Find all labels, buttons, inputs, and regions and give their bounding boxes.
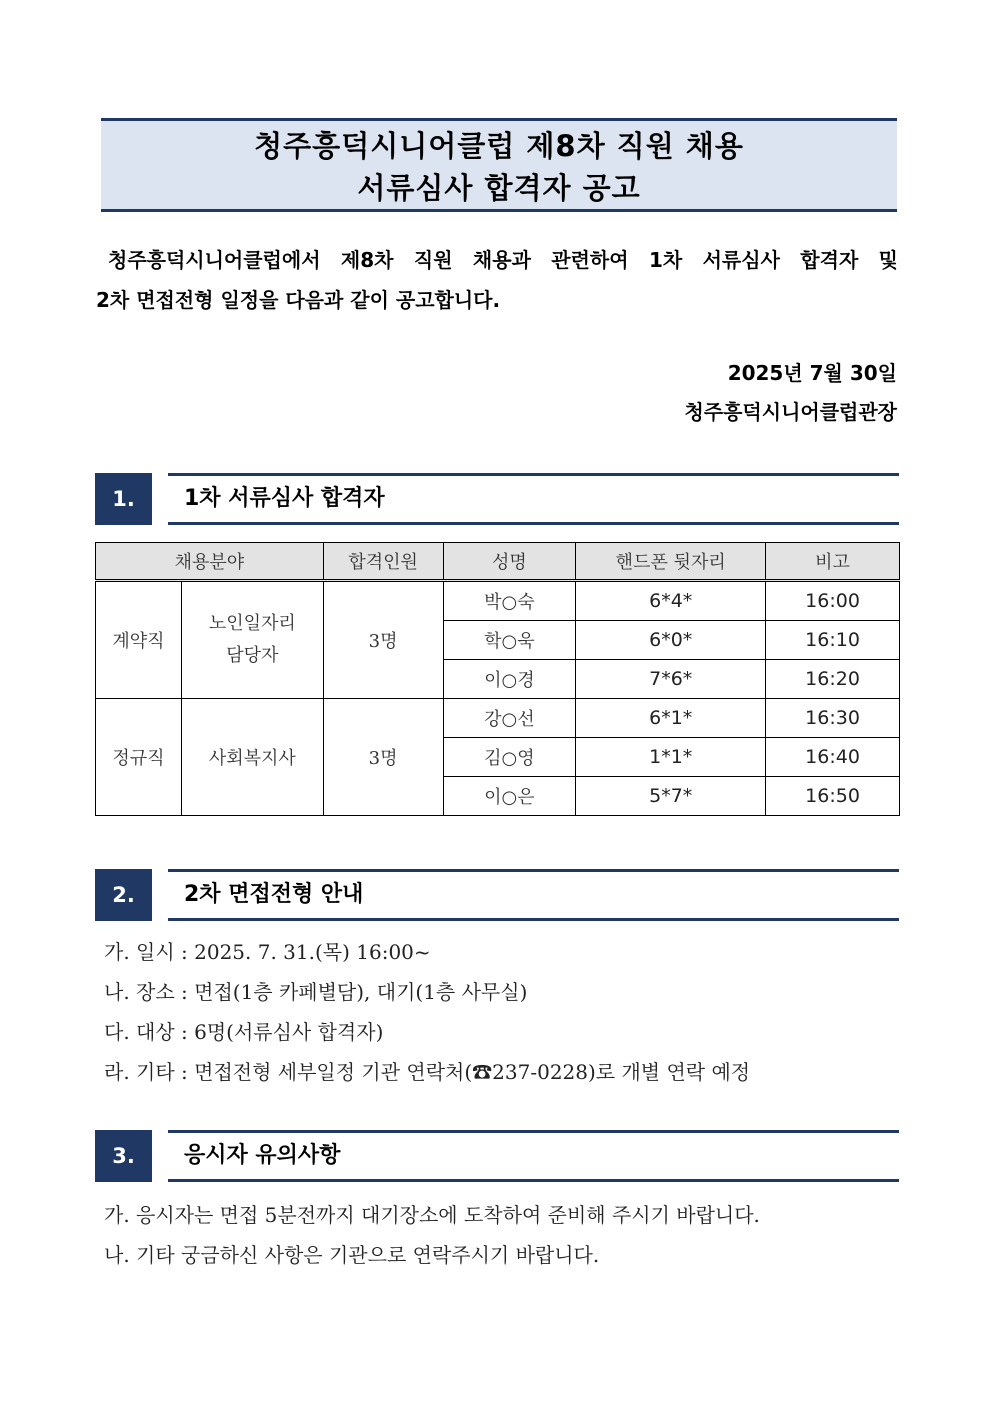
phone-digits: 6*0* bbox=[576, 621, 766, 660]
list-item: 가. 응시자는 면접 5분전까지 대기장소에 도착하여 준비해 주시기 바랍니다. bbox=[104, 1203, 760, 1227]
section-3-title: 응시자 유의사항 bbox=[184, 1143, 341, 1168]
section-1-number: 1. bbox=[95, 473, 152, 525]
title-banner bbox=[101, 118, 897, 212]
job-field-line2: 담당자 bbox=[226, 645, 279, 666]
section-3-number: 3. bbox=[95, 1130, 152, 1182]
interview-time: 16:20 bbox=[766, 660, 900, 699]
table-row bbox=[96, 699, 900, 738]
interview-time: 16:30 bbox=[766, 699, 900, 738]
intro-line2: 2차 면접전형 일정을 다음과 같이 공고합니다. bbox=[96, 288, 501, 312]
page-title-line1: 청주흥덕시니어클럽 제8차 직원 채용 bbox=[254, 129, 744, 163]
job-field-line1: 노인일자리 bbox=[208, 613, 296, 634]
header-count: 합격인원 bbox=[323, 543, 443, 581]
list-item: 다. 대상 : 6명(서류심사 합격자) bbox=[104, 1020, 384, 1044]
list-item: 라. 기타 : 면접전형 세부일정 기관 연락처(☎237-0228)로 개별 연락 예정 bbox=[104, 1060, 751, 1084]
candidate-name: 이○은 bbox=[443, 777, 576, 816]
employment-type: 계약직 bbox=[96, 581, 182, 699]
notice-list bbox=[104, 1195, 760, 1275]
job-field bbox=[181, 581, 323, 699]
job-field: 사회복지사 bbox=[181, 699, 323, 816]
interview-time: 16:10 bbox=[766, 621, 900, 660]
section-2-number: 2. bbox=[95, 869, 152, 921]
phone-digits: 5*7* bbox=[576, 777, 766, 816]
candidate-name: 학○욱 bbox=[443, 621, 576, 660]
interview-time: 16:40 bbox=[766, 738, 900, 777]
intro-paragraph bbox=[96, 240, 898, 320]
phone-digits: 1*1* bbox=[576, 738, 766, 777]
list-item: 가. 일시 : 2025. 7. 31.(목) 16:00~ bbox=[104, 940, 431, 964]
pass-count: 3명 bbox=[323, 699, 443, 816]
list-item: 나. 기타 궁금하신 사항은 기관으로 연락주시기 바랍니다. bbox=[104, 1243, 600, 1267]
header-name: 성명 bbox=[443, 543, 576, 581]
candidate-name: 강○선 bbox=[443, 699, 576, 738]
section-1-header bbox=[95, 473, 899, 525]
interview-info-list bbox=[104, 932, 750, 1092]
section-3-header bbox=[95, 1130, 899, 1182]
table-header-row bbox=[96, 543, 900, 581]
phone-digits: 7*6* bbox=[576, 660, 766, 699]
interview-time: 16:50 bbox=[766, 777, 900, 816]
employment-type: 정규직 bbox=[96, 699, 182, 816]
header-phone: 핸드폰 뒷자리 bbox=[576, 543, 766, 581]
announcement-date: 2025년 7월 30일 bbox=[727, 361, 897, 385]
phone-digits: 6*1* bbox=[576, 699, 766, 738]
list-item: 나. 장소 : 면접(1층 카페별담), 대기(1층 사무실) bbox=[104, 980, 528, 1004]
candidate-name: 이○경 bbox=[443, 660, 576, 699]
page-title-line2: 서류심사 합격자 공고 bbox=[357, 171, 641, 205]
table-row bbox=[96, 581, 900, 621]
header-field: 채용분야 bbox=[96, 543, 324, 581]
section-2-title: 2차 면접전형 안내 bbox=[184, 882, 364, 907]
candidate-name: 김○영 bbox=[443, 738, 576, 777]
section-1-title: 1차 서류심사 합격자 bbox=[184, 486, 385, 511]
intro-line1: 청주흥덕시니어클럽에서 제8차 직원 채용과 관련하여 1차 서류심사 합격자 및 bbox=[108, 248, 898, 272]
phone-digits: 6*4* bbox=[576, 581, 766, 621]
candidate-name: 박○숙 bbox=[443, 581, 576, 621]
header-note: 비고 bbox=[766, 543, 900, 581]
section-2-header bbox=[95, 869, 899, 921]
results-table bbox=[95, 542, 900, 816]
signature: 청주흥덕시니어클럽관장 bbox=[684, 400, 897, 424]
pass-count: 3명 bbox=[323, 581, 443, 699]
interview-time: 16:00 bbox=[766, 581, 900, 621]
